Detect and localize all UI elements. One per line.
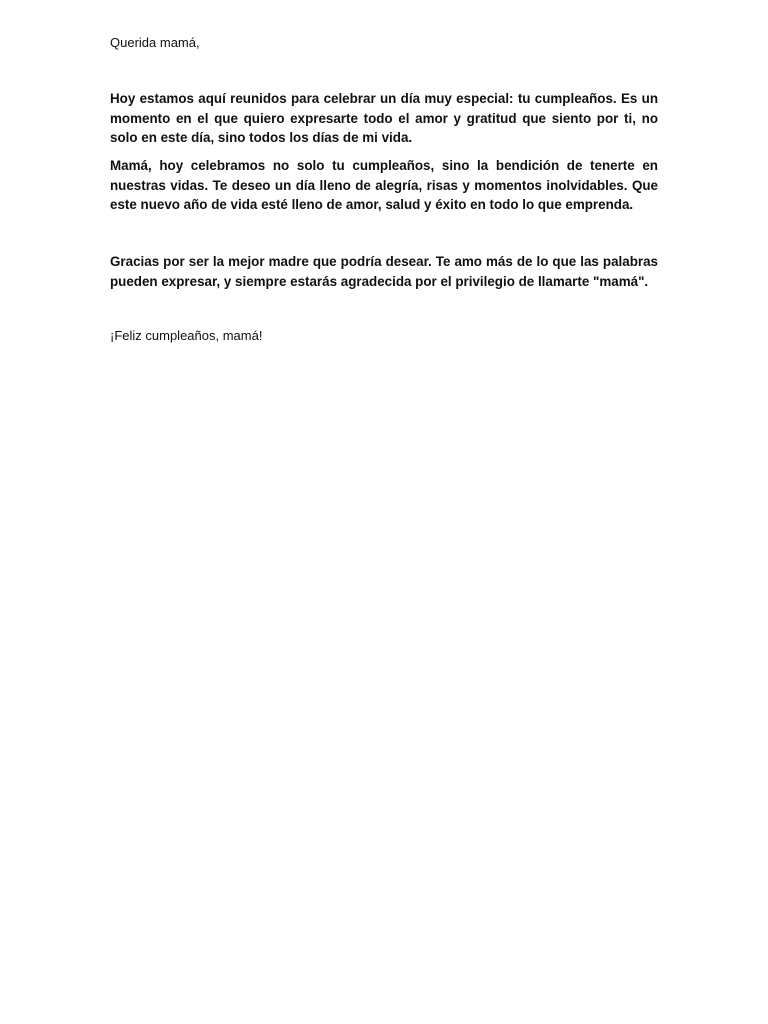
letter-paragraph-2: Mamá, hoy celebramos no solo tu cumpleaños, sino la bendición de tenerte en nuestras vidas. Te deseo un día lleno de alegría, risas y momentos inolvidables. Que este nuevo año de vida esté lleno de amor, salud y éxito en todo lo que emprenda. — [110, 158, 658, 212]
letter-greeting: Querida mamá, — [110, 35, 200, 50]
letter-paragraph-1: Hoy estamos aquí reunidos para celebrar un día muy especial: tu cumpleaños. Es un momento en el que quiero expresarte todo el amor y gratitud que siento por ti, no solo en este día, sino todos los días de mi vida. — [110, 91, 658, 145]
letter-closing: ¡Feliz cumpleaños, mamá! — [110, 328, 263, 343]
letter-paragraph-3: Gracias por ser la mejor madre que podría desear. Te amo más de lo que las palabras pueden expresar, y siempre estarás agradecida por el privilegio de llamarte "mamá". — [110, 254, 658, 289]
